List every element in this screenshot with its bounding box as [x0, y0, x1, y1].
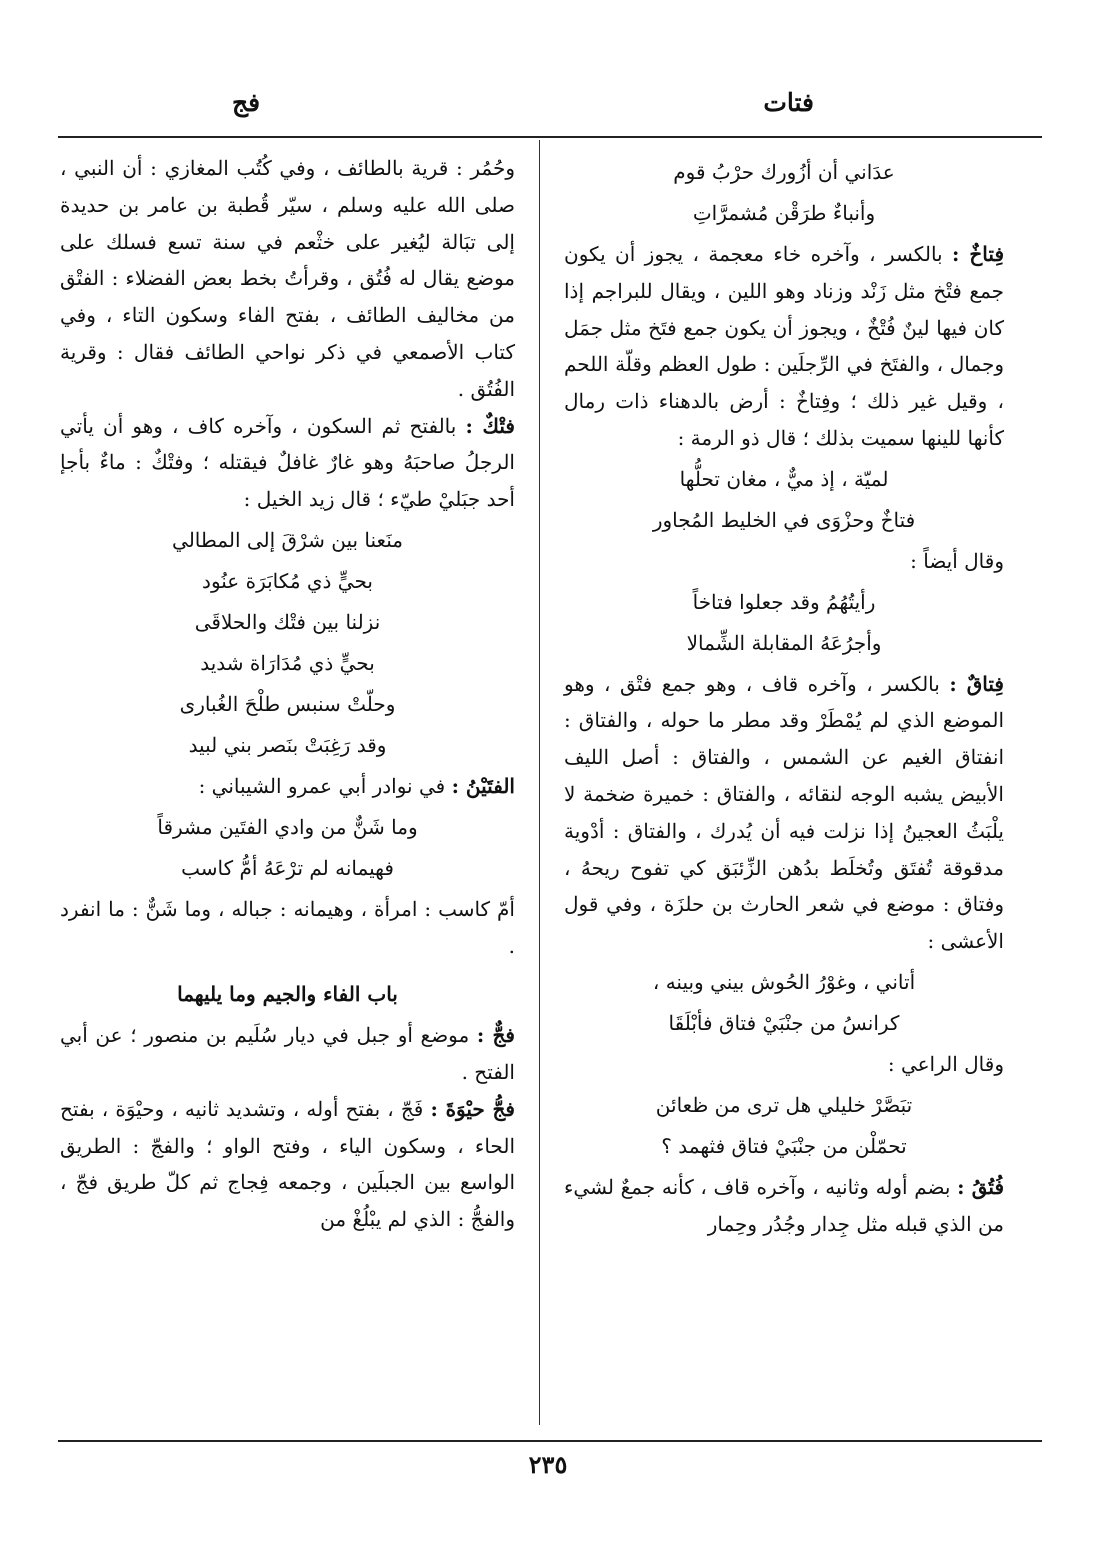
verse-line: فهيمانه لم ترْعَهُ أمُّ كاسب [181, 855, 394, 880]
paragraph: وقال أيضاً : [910, 548, 1004, 573]
entry-text: بالكسر ، وآخره خاء معجمة ، يجوز أن يكون جمع فتْخ مثل زَنْد وزناد وهو اللين ، ويقال للبراجم إذا كان فيها لينٌ فُتْخٌ ، ويجوز أن يكون جمع فتَخ مثل جمَل وجمال ، والفتَخ في الرِّجلَين : طول العظم وقلّة اللحم ، وقيل غير ذلك ؛ وفِتاخٌ : أرض بالدهناء ذات رمال كأنها للينها سميت بذلك ؛ قال ذو الرمة : [564, 242, 1004, 450]
entry-text: بضم أوله وثانيه ، وآخره قاف ، كأنه جمعٌ لشيء من الذي قبله مثل جِدار وجُدُر وحِمار [564, 1174, 1004, 1236]
verse-line: وأنباءٌ طرَقْن مُشمرَّاتِ [692, 201, 876, 225]
verse-line: بحيٍّ ذي مُكابَرَة عنُود [202, 568, 373, 593]
entry-headword: فُتُقُ : [957, 1174, 1005, 1199]
entry-text: بالفتح ثم السكون ، وآخره كاف ، وهو أن يأتي الرجلُ صاحبَهُ وهو غارٌ غافلٌ فيقتله ؛ وفتْكٌ : ماءٌ بأجإ أحد جبَليْ طيّء ؛ قال زيد الخيل : [60, 413, 515, 512]
column-divider [539, 140, 540, 1425]
verse-line: تحمّلْن من جنْبَيْ فتاق فثهمد ؟ [661, 1133, 907, 1158]
entry-text: بالكسر ، وآخره قاف ، وهو جمع فتْق ، وهو الموضع الذي لم يُمْطَرْ وقد مطر ما حوله ، والفتاق : انفتاق الغيم عن الشمس ، والفتاق : أصل الليف الأبيض يشبه الوجه لنقائه ، والفتاق : خميرة ضخمة لا يلْبَثُ العجينُ إذا نزلت فيه أن يُدرك ، والفتاق : أدْوية مدقوقة تُفتَق وتُخلَط بدُهن الزِّئبَق كي تفوح ريحهُ ، وفتاق : موضع في شعر الحارث بن حلزَة ، وفي قول الأعشى : [564, 671, 1004, 954]
verse-line: لميّة ، إذ ميٌّ ، مغان تحلُّها [679, 466, 889, 491]
verse-line: كرانسُ من جنْبَيْ فتاق فأبْلَقَا [668, 1010, 900, 1035]
dictionary-entry [60, 768, 515, 805]
dictionary-entry [564, 1169, 1004, 1243]
dictionary-entry [60, 408, 515, 518]
entry-headword: فِتاخٌ : [952, 242, 1004, 266]
running-header-right: فتات [763, 88, 814, 117]
entry-headword: فتْكٌ : [465, 413, 515, 438]
entry-headword: فجُّ حيْوَةَ : [430, 1096, 515, 1121]
right-column [564, 150, 1004, 1242]
entry-text: في نوادر أبي عمرو الشيباني : [198, 773, 452, 798]
entry-headword: فجٌّ : [476, 1023, 515, 1048]
verse-line: نزلنا بين فتْك والحلاقَى [194, 609, 381, 634]
section-title: باب الفاء والجيم وما يليهما [177, 982, 398, 1007]
dictionary-entry [60, 1091, 515, 1238]
verse-line: وأجرُعَهُ المقابلة الشِّمالا [686, 630, 882, 655]
paragraph: وحُمُر : قرية بالطائف ، وفي كُتُب المغازي : أن النبي ، صلى الله عليه وسلم ، سيّر قُطبة بن عامر بن حديدة إلى تبَالة ليُغير على خثْعم في سنة تسع فسلك على موضع يقال له فُتُق ، وقرأتُ بخط بعض الفضلاء : الفتْق من مخاليف الطائف ، بفتح الفاء وسكون التاء ، وفي كتاب الأصمعي في ذكر نواحي الطائف فقال : وقرية الفُتُق . [60, 156, 515, 401]
entry-headword: فِتاقٌ : [949, 671, 1004, 696]
paragraph: وقال الراعي : [887, 1051, 1004, 1076]
verse-line: فتاخٌ وحزْوَى في الخليط المُجاور [652, 507, 916, 532]
dictionary-entry [564, 236, 1004, 457]
left-column [60, 150, 515, 1238]
entry-text: فَجّ ، بفتح أوله ، وتشديد ثانيه ، وحيْوَة ، بفتح الحاء ، وسكون الياء ، وفتح الواو ؛ والفجّ : الطريق الواسع بين الجبلَين ، وجمعه فِجاج ثم كلّ طريق فجّ ، والفجُّ : الذي لم يبْلُغْ من [60, 1096, 515, 1232]
verse-line: أتاني ، وغوْرُ الحُوش بيني وبينه ، [652, 969, 916, 994]
header-rule [58, 136, 1042, 138]
verse-line: بحيٍّ ذي مُدَارَاة شديد [200, 650, 375, 675]
verse-line: منَعنا بين شرْقَ إلى المطالي [172, 527, 403, 552]
dictionary-entry [60, 1017, 515, 1091]
entry-text: موضع أو جبل في ديار سُلَيم بن منصور ؛ عن أبي الفتح . [60, 1023, 515, 1084]
verse-line: وقد رَغِبَتْ بنَصر بني لبيد [188, 732, 387, 757]
verse-line: وما شَنٌّ من وادي الفتَين مشرقاً [157, 814, 418, 839]
verse-line: تبَصَّرْ خليلي هل ترى من ظعائن [655, 1092, 913, 1117]
dictionary-entry [564, 666, 1004, 960]
verse-line: رأيتُهُمُ وقد جعلوا فتاخاً [692, 589, 876, 614]
footer-rule [58, 1440, 1042, 1442]
running-header-left: فج [232, 88, 261, 117]
verse-line: عدَاني أن أزُورك حرْبُ قوم [673, 160, 895, 184]
paragraph: أمّ كاسب : امرأة ، وهيمانه : جباله ، وما شَنٌّ : ما انفرد . [60, 896, 515, 958]
page-number: ٢٣٥ [528, 1450, 568, 1479]
verse-line: وحلّتْ سنبس طلْحَ الغُبارى [179, 691, 396, 716]
entry-headword: الفتَيْنُ : [451, 773, 515, 798]
